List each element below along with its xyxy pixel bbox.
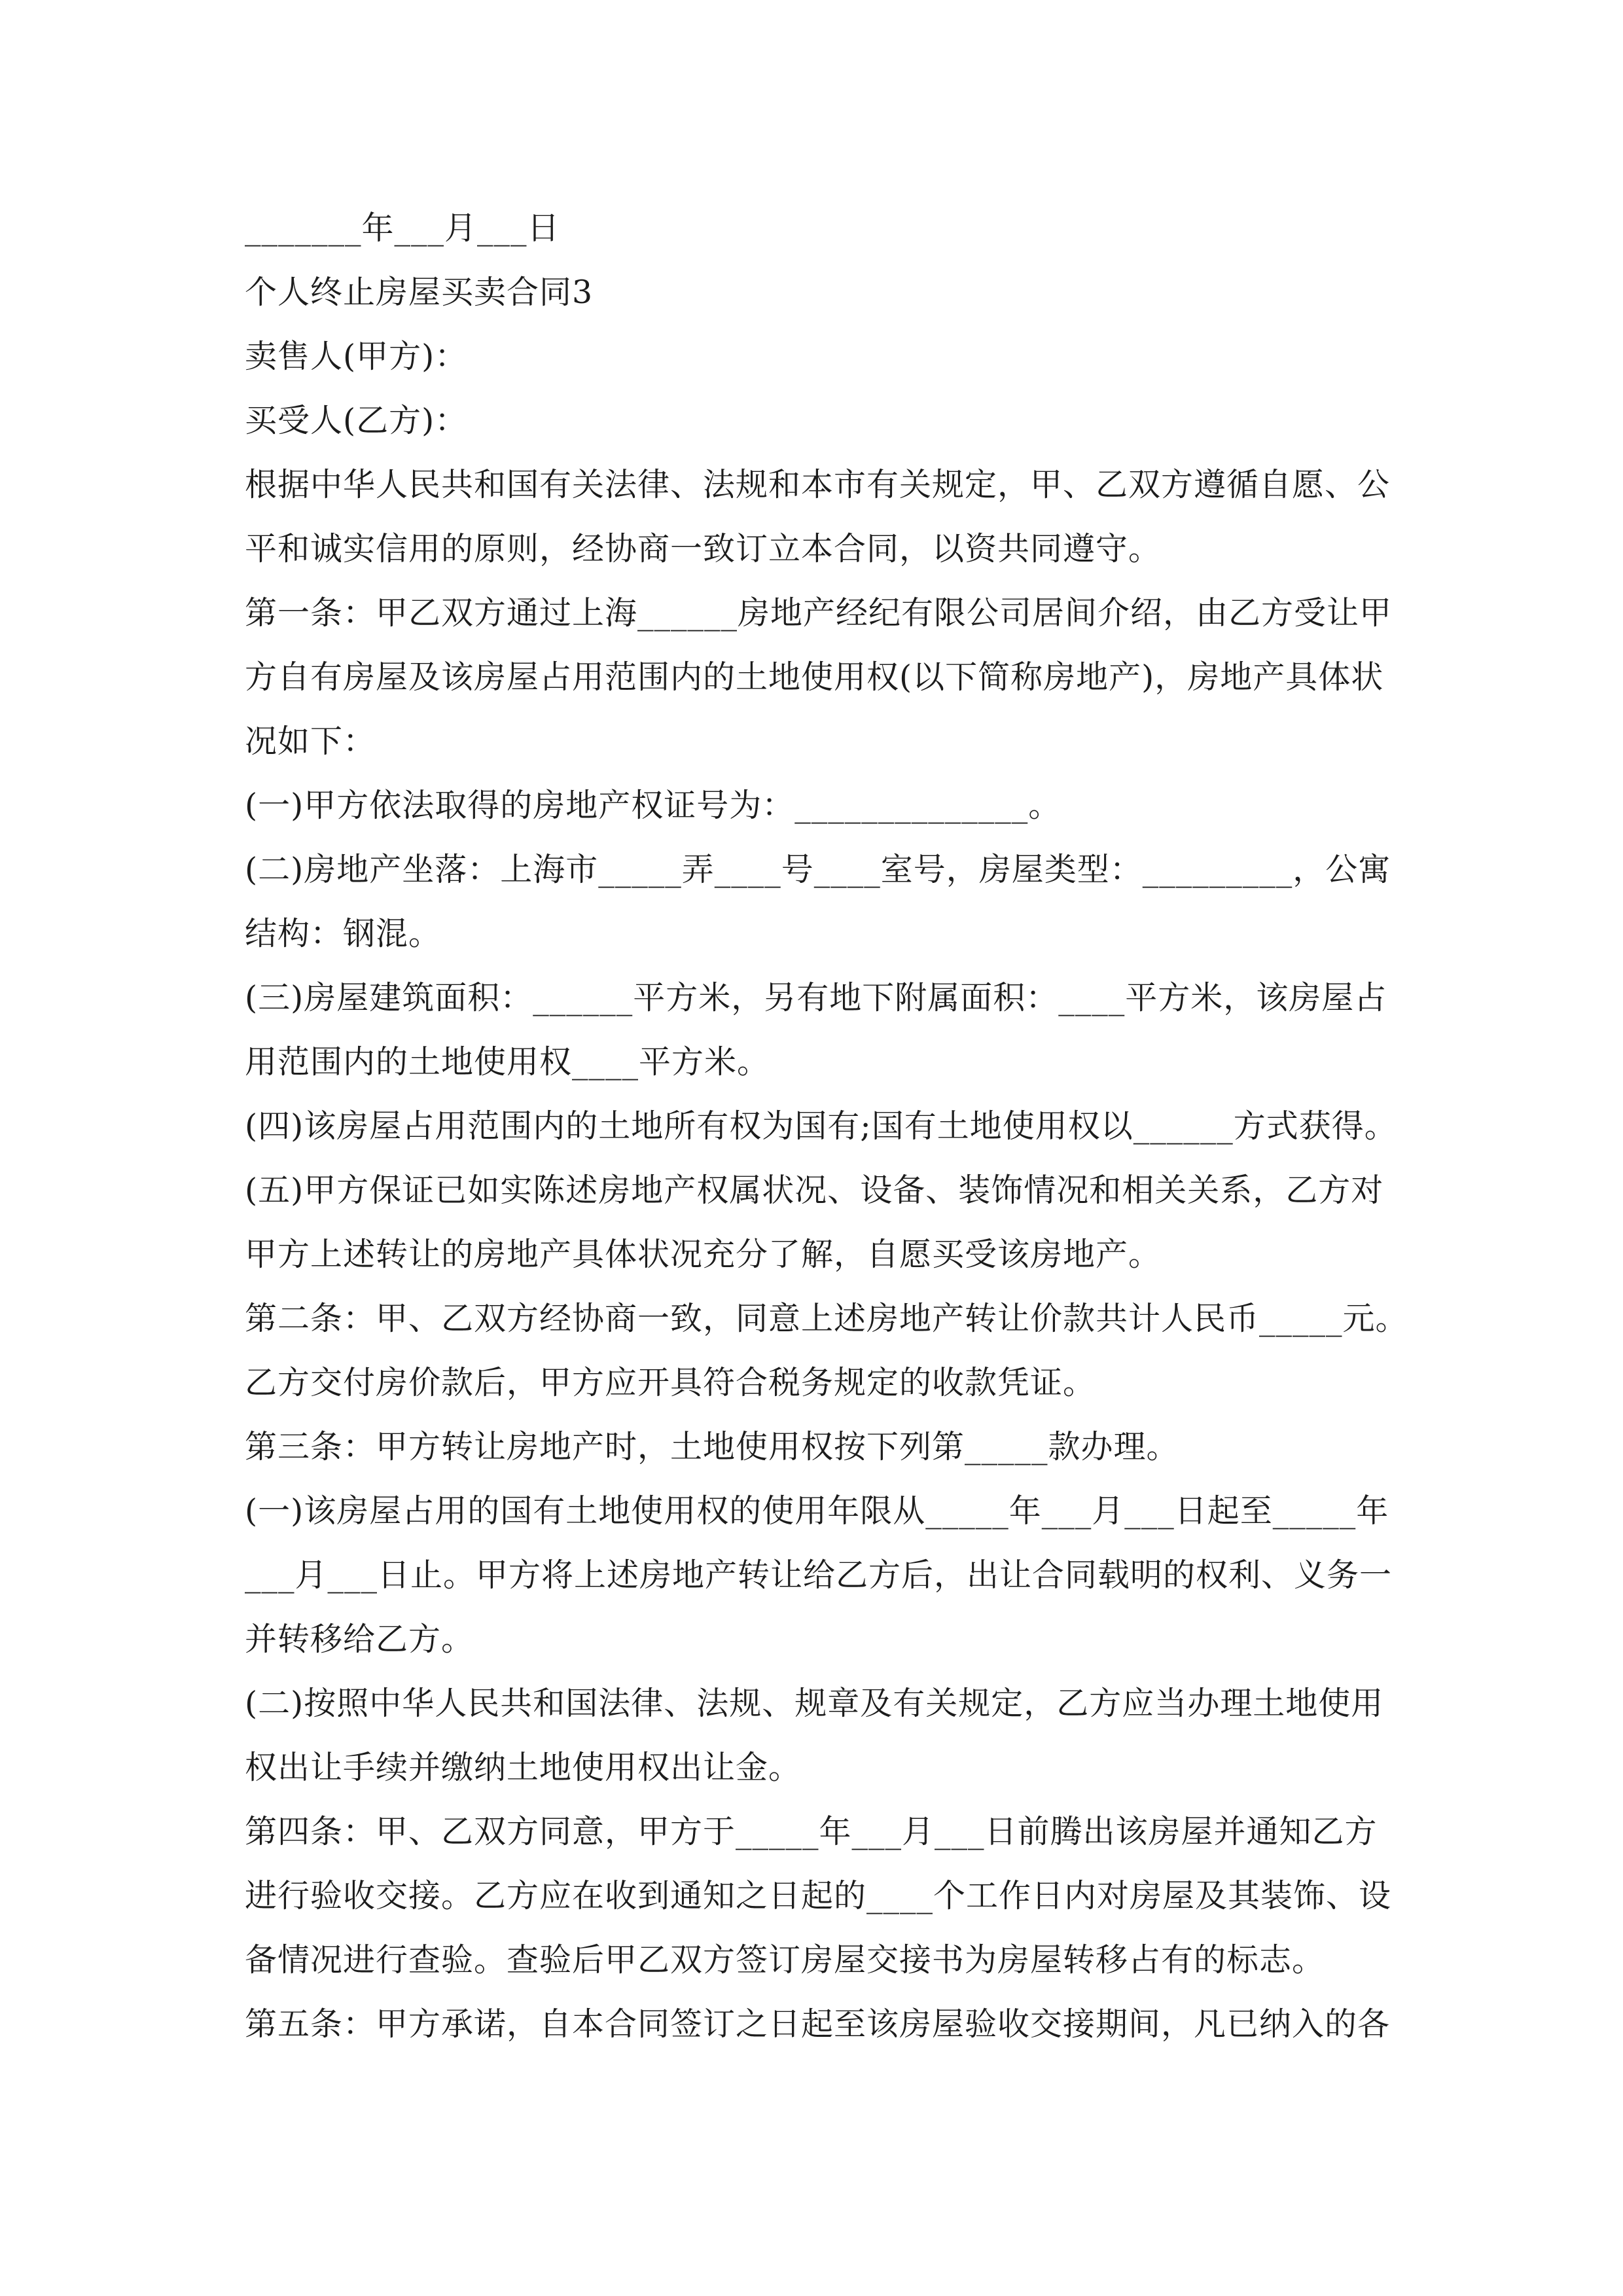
article-2-line-1: 第二条：甲、乙双方经协商一致，同意上述房地产转让价款共计人民币_____元。: [245, 1300, 1408, 1337]
article-1-item-3-line-2: 用范围内的土地使用权____平方米。: [245, 1043, 770, 1081]
article-1-line-1: 第一条：甲乙双方通过上海______房地产经纪有限公司居间介绍，由乙方受让甲: [245, 594, 1393, 632]
article-4-line-3: 备情况进行查验。查验后甲乙双方签订房屋交接书为房屋转移占有的标志。: [245, 1941, 1325, 1979]
article-3-item-2-line-2: 权出让手续并缴纳土地使用权出让金。: [245, 1749, 802, 1786]
article-5-line-1: 第五条：甲方承诺，自本合同签订之日起至该房屋验收交接期间，凡已纳入的各: [245, 2005, 1391, 2043]
article-3-item-1-line-3: 并转移给乙方。: [245, 1621, 474, 1658]
article-3-item-2-line-1: (二)按照中华人民共和国法律、法规、规章及有关规定，乙方应当办理土地使用: [245, 1685, 1384, 1722]
preamble-line-1: 根据中华人民共和国有关法律、法规和本市有关规定，甲、乙双方遵循自愿、公: [245, 466, 1391, 503]
article-1-item-2-line-1: (二)房地产坐落：上海市_____弄____号____室号，房屋类型：_________，公寓: [245, 851, 1391, 888]
article-4-line-1: 第四条：甲、乙双方同意，甲方于_____年___月___日前腾出该房屋并通知乙方: [245, 1813, 1378, 1850]
article-1-item-1: (一)甲方依法取得的房地产权证号为：______________。: [245, 787, 1061, 824]
article-1-item-5-line-1: (五)甲方保证已如实陈述房地产权属状况、设备、装饰情况和相关关系，乙方对: [245, 1172, 1384, 1209]
buyer-line: 买受人(乙方)：: [245, 402, 468, 439]
article-1-line-2: 方自有房屋及该房屋占用范围内的土地使用权(以下简称房地产)，房地产具体状: [245, 658, 1384, 696]
article-4-line-2: 进行验收交接。乙方应在收到通知之日起的____个工作日内对房屋及其装饰、设: [245, 1877, 1392, 1914]
document-body: [245, 196, 1408, 2056]
contract-title: 个人终止房屋买卖合同3: [245, 274, 594, 311]
date-line: _______年___月___日: [245, 209, 560, 247]
article-1-line-3: 况如下：: [245, 723, 376, 760]
article-1-item-4: (四)该房屋占用范围内的土地所有权为国有;国有土地使用权以______方式获得。: [245, 1107, 1397, 1145]
seller-line: 卖售人(甲方)：: [245, 338, 468, 375]
article-1-item-3-line-1: (三)房屋建筑面积：______平方米，另有地下附属面积：____平方米，该房屋占: [245, 979, 1387, 1016]
article-3-item-1-line-1: (一)该房屋占用的国有土地使用权的使用年限从_____年___月___日起至_____年: [245, 1492, 1389, 1530]
article-1-item-5-line-2: 甲方上述转让的房地产具体状况充分了解，自愿买受该房地产。: [245, 1236, 1162, 1273]
preamble-line-2: 平和诚实信用的原则，经协商一致订立本合同，以资共同遵守。: [245, 530, 1162, 567]
article-2-line-2: 乙方交付房价款后，甲方应开具符合税务规定的收款凭证。: [245, 1364, 1096, 1401]
article-1-item-2-line-2: 结构：钢混。: [245, 915, 442, 952]
article-3-item-1-line-2: ___月___日止。甲方将上述房地产转让给乙方后，出让合同载明的权利、义务一: [245, 1556, 1393, 1594]
article-3-line-1: 第三条：甲方转让房地产时，土地使用权按下列第_____款办理。: [245, 1428, 1179, 1465]
